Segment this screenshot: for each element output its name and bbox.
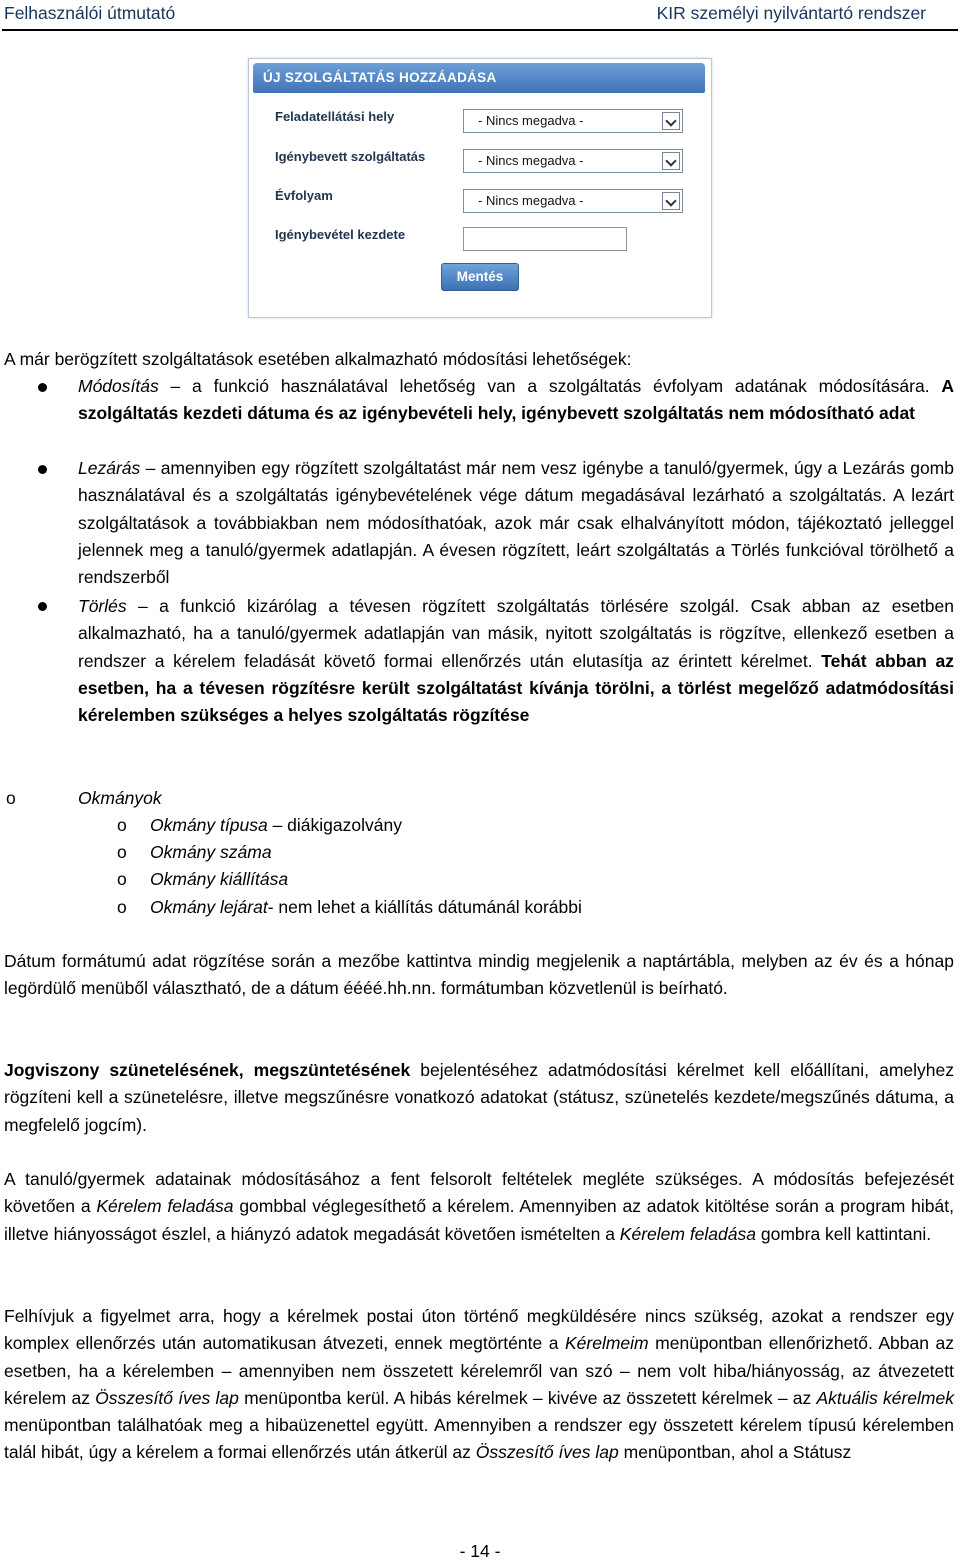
list-marker: o xyxy=(6,788,16,808)
para-text: gombbal véglegesíthető a kérelem. Amennyiben az adatok kitöltése során a program hibát, illetve hiányosságot észlel, a hiányzó adatok megadását követően ismételten a xyxy=(4,1196,954,1244)
select-value: - Nincs megadva - xyxy=(478,193,584,208)
doc-item-term: Okmány kiállítása xyxy=(150,869,289,889)
bullet-lezaras xyxy=(78,455,954,591)
list-marker: o xyxy=(117,815,127,835)
para-text: A tanuló/gyermek adatainak módosításához a fent felsorolt feltételek megléte szükséges. A módosítás befejezését követően a xyxy=(4,1169,954,1217)
page-number: - 14 - xyxy=(459,1541,501,1561)
select-value: - Nincs megadva - xyxy=(478,153,584,168)
doc-item xyxy=(150,839,272,866)
doc-item-rest: - nem lehet a kiállítás dátumánál korábbi xyxy=(267,897,582,917)
para-text: gombra kell kattintani. xyxy=(756,1223,932,1244)
doc-item xyxy=(150,866,288,893)
page-header xyxy=(0,0,960,30)
term-modositas: Módosítás xyxy=(78,376,159,396)
doc-item-term: Okmány típusa xyxy=(150,815,268,835)
bullet-text: – a funkció használatával lehetőség van a szolgáltatás évfolyam adatának módosítására. xyxy=(158,376,942,396)
bullet-bold-text: A szolgáltatás kezdeti dátuma és az igénybevételi hely, igénybevett szolgáltatás nem módosítható adat xyxy=(78,376,954,424)
select-value: - Nincs megadva - xyxy=(478,113,584,128)
para-jogviszony xyxy=(4,1057,954,1139)
para-modositas xyxy=(4,1166,954,1248)
bullet-modositas xyxy=(78,373,954,428)
list-marker: o xyxy=(117,897,127,917)
bullet-dot xyxy=(38,465,47,474)
para-italic: Kérelmeim xyxy=(565,1333,649,1354)
para-felhivjuk xyxy=(4,1303,954,1467)
doc-item-term: Okmány lejárat xyxy=(150,897,268,917)
header-right: KIR személyi nyilvántartó rendszer xyxy=(656,3,926,23)
para-italic: Összesítő íves lap xyxy=(475,1442,619,1463)
header-divider xyxy=(2,29,958,31)
bullet-bold-text: Tehát abban az esetben, ha a tévesen rögzítésre került szolgáltatást kívánja törölni, a törlést megelőző adatmódosítási kérelemben szükséges a helyes szolgáltatás rögzítése xyxy=(78,650,954,726)
para-italic: Aktuális kérelmek xyxy=(816,1387,954,1408)
bullet-torles xyxy=(78,593,954,729)
doc-item-term: Okmány száma xyxy=(150,842,272,862)
para-italic: Kérelem feladása xyxy=(619,1223,756,1244)
para-text: menüpontba kerül. A hibás kérelmek – kivéve az összetett kérelmek – az xyxy=(238,1387,817,1408)
bullet-dot xyxy=(38,383,47,392)
doc-item xyxy=(150,812,402,839)
header-left: Felhasználói útmutató xyxy=(4,3,176,23)
para-text: menüpontban, ahol a Státusz xyxy=(618,1442,852,1463)
bullet-dot xyxy=(38,602,47,611)
para-italic: Kérelem feladása xyxy=(96,1196,234,1217)
label-igenybevetel-kezdete: Igénybevétel kezdete xyxy=(275,227,406,242)
label-feladatellatasi-hely: Feladatellátási hely xyxy=(275,109,395,124)
doc-item-rest: – diákigazolvány xyxy=(267,815,402,835)
bullet-text: – amennyiben egy rögzített szolgáltatást már nem vesz igénybe a tanuló/gyermek, úgy a Lezárás gomb használatával és a szolgáltatás igénybevételének vége dátum megadásával lezárható a szolgáltatás. A lezárt szolgáltatások a továbbiakban nem módosíthatóak, azok már csak elhalványított módon, tájékoztató jelleggel jelennek meg a tanuló/gyermek adatlapján. A évesen rögzített, leárt szolgáltatás a Törlés funkcióval törölhető a rendszerből xyxy=(78,458,954,588)
list-marker: o xyxy=(117,869,127,889)
select-evfolyam[interactable] xyxy=(463,189,683,213)
para-bold: Jogviszony szünetelésének, megszüntetésének xyxy=(4,1060,411,1080)
term-lezaras: Lezárás xyxy=(78,458,141,478)
list-marker: o xyxy=(117,842,127,862)
para-text: Felhívjuk a figyelmet arra, hogy a kérelmek postai úton történő megküldésére nincs szükség, azokat a rendszer egy komplex ellenőrzés után automatikusan átvezeti, ennek megtörténte a xyxy=(4,1306,954,1354)
para-text: menüpontban találhatóak meg a hibaüzenettel együtt. Amennyiben a rendszer egy összetett kérelem típusú kérelemben talál hibát, úgy a kérelem a formai ellenőrzés után átkerül az xyxy=(4,1415,954,1463)
new-service-form xyxy=(248,58,712,318)
chevron-down-icon[interactable] xyxy=(662,152,680,170)
doc-item xyxy=(150,894,582,921)
label-evfolyam: Évfolyam xyxy=(275,188,333,203)
para-text: bejelentéséhez adatmódosítási kérelmet kell előállítani, amelyhez rögzíteni kell a szünetelésre, illetve megszűnésre vonatkozó adatokat (státusz, szünetelés kezdete/megszűnés dátuma, a megfelelő jogcím). xyxy=(4,1060,954,1135)
chevron-down-icon[interactable] xyxy=(662,192,680,210)
documents-title: Okmányok xyxy=(78,788,162,808)
para-text: menüpontban ellenőrizhető. Abban az esetben, ha a kérelemben – amennyiben nem összetett kérelemről van szó – nem volt hiba/hiányosság, az átvezetett kérelem az xyxy=(4,1333,954,1408)
label-igenybevett-szolgaltatas: Igénybevett szolgáltatás xyxy=(275,149,426,164)
chevron-down-icon[interactable] xyxy=(662,112,680,130)
save-button[interactable]: Mentés xyxy=(441,263,519,291)
intro-text: A már berögzített szolgáltatások esetében alkalmazható módosítási lehetőségek: xyxy=(4,349,632,369)
form-title: ÚJ SZOLGÁLTATÁS HOZZÁADÁSA xyxy=(253,63,705,93)
input-igenybevetel-kezdete[interactable] xyxy=(463,227,627,251)
select-igenybevett-szolgaltatas[interactable] xyxy=(463,149,683,173)
bullet-text: – a funkció kizárólag a tévesen rögzített szolgáltatás törlésére szolgál. Csak abban az esetben alkalmazható, ha a tanuló/gyermek adatlapján van másik, nyitott szolgáltatás is rögzítve, ellenkező esetben a rendszer a kérelem feladását követő formai ellenőrzés után elutasítja az érintett kérelmet. xyxy=(78,596,954,671)
select-feladatellatasi-hely[interactable] xyxy=(463,109,683,133)
term-torles: Törlés xyxy=(78,596,127,616)
para-italic: Összesítő íves lap xyxy=(95,1387,239,1408)
para-date: Dátum formátumú adat rögzítése során a mezőbe kattintva mindig megjelenik a naptártábla, melyben az év és a hónap legördülő menüből választható, de a dátum éééé.hh.nn. formátumban közvetlenül is beírható. xyxy=(4,951,954,999)
